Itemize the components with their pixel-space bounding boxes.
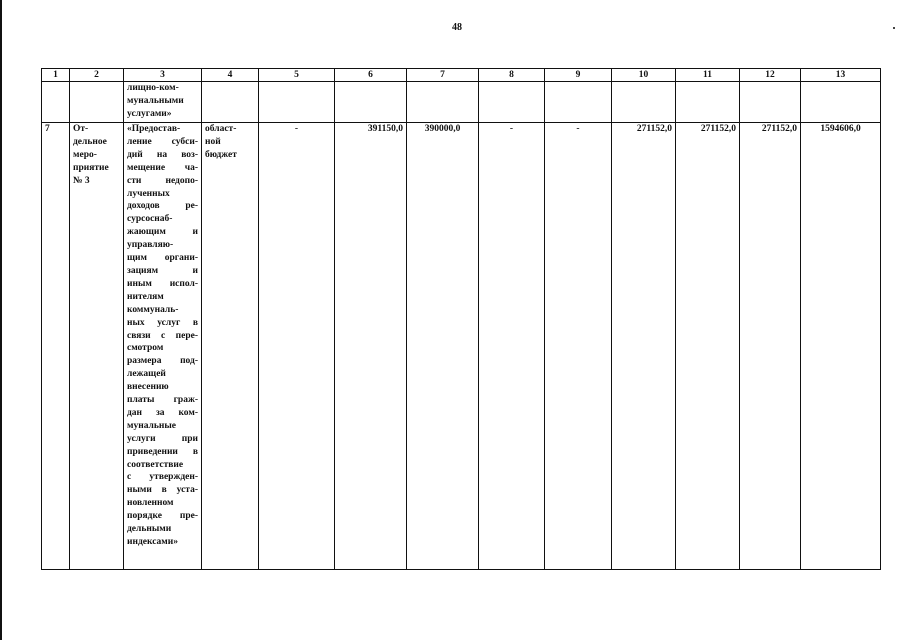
text-line: доходов ре- [127,201,198,212]
scan-speck [893,27,895,29]
text-line: От- [73,124,89,134]
text-line: мунальные [127,420,176,431]
text-line: приятие [73,162,109,173]
measure-description [124,123,202,570]
column-header-12: 12 [740,69,801,82]
column-header-10: 10 [612,69,676,82]
column-header-3: 3 [124,69,202,82]
table-cell [612,82,676,123]
funding-source [202,123,259,570]
column-number-header [42,69,881,82]
text-line: соответствие [127,459,184,470]
text-line: «Предостав- [127,124,181,134]
text-line: ными в уста- [127,485,198,496]
value-col-5: - [259,123,335,570]
table-cell [70,82,124,123]
text-line: лученных [127,188,170,199]
text-line: приведении в [127,446,198,457]
column-header-5: 5 [259,69,335,82]
table-cell [740,82,801,123]
text-line: меро- [73,149,97,160]
text-line: с утвержден- [127,472,198,483]
table-cell [259,82,335,123]
value-col-9: - [545,123,612,570]
column-header-2: 2 [70,69,124,82]
text-line: жающим и [127,227,198,238]
column-header-13: 13 [801,69,881,82]
table-cell [202,82,259,123]
page-number: 48 [452,22,462,33]
text-line: новленном [127,498,174,509]
table-cell [545,82,612,123]
table-cell [335,82,407,123]
text-line: ных услуг в [127,317,198,328]
row-number: 7 [42,123,70,570]
column-header-8: 8 [479,69,545,82]
text-line: связи с пере- [127,330,198,341]
table-cell [676,82,740,123]
text-line: област- [205,124,237,134]
text-line: коммуналь- [127,304,179,315]
text-line: мещение ча- [127,162,198,173]
column-header-11: 11 [676,69,740,82]
text-line: индексами» [127,537,178,547]
text-line: услугами» [127,108,172,119]
text-line: услуги при [127,433,198,444]
text-line: смотром [127,343,164,354]
column-header-9: 9 [545,69,612,82]
text-line: бюджет [205,149,237,160]
text-line: щим органи- [127,253,198,264]
text-line: нителям [127,291,164,302]
text-line: размера под- [127,356,198,367]
text-line: лищно-ком- [127,83,179,93]
left-margin-rule [0,0,2,640]
value-col-6: 391150,0 [335,123,407,570]
text-line: № 3 [73,175,90,186]
text-line: сурсоснаб- [127,214,173,225]
text-line: ной [205,136,221,147]
text-line: дий на воз- [127,149,198,160]
text-line: сти недопо- [127,175,198,186]
column-header-6: 6 [335,69,407,82]
text-line: управляю- [127,240,174,251]
column-header-1: 1 [42,69,70,82]
text-line: дан за ком- [127,407,198,418]
value-col-7: 390000,0 [407,123,479,570]
value-col-10: 271152,0 [612,123,676,570]
text-line: лежащей [127,369,166,380]
text-line: дельными [127,524,172,535]
column-header-7: 7 [407,69,479,82]
text-line: зациям и [127,265,198,276]
text-line: платы граж- [127,395,198,406]
column-header-4: 4 [202,69,259,82]
continuation-row [42,82,881,123]
text-line: мунальными [127,95,184,106]
value-col-13: 1594606,0 [801,123,881,570]
table-cell [479,82,545,123]
measure-description-continued [124,82,202,123]
text-line: порядке пре- [127,511,198,522]
table-cell [407,82,479,123]
text-line: ление субси- [127,136,198,147]
budget-table [41,68,881,570]
value-col-11: 271152,0 [676,123,740,570]
table-row [42,123,881,570]
text-line: внесению [127,382,169,393]
value-col-12: 271152,0 [740,123,801,570]
measure-name [70,123,124,570]
table-cell [801,82,881,123]
text-line: дельное [73,136,107,147]
value-col-8: - [479,123,545,570]
text-line: иным испол- [127,278,198,289]
table-cell [42,82,70,123]
